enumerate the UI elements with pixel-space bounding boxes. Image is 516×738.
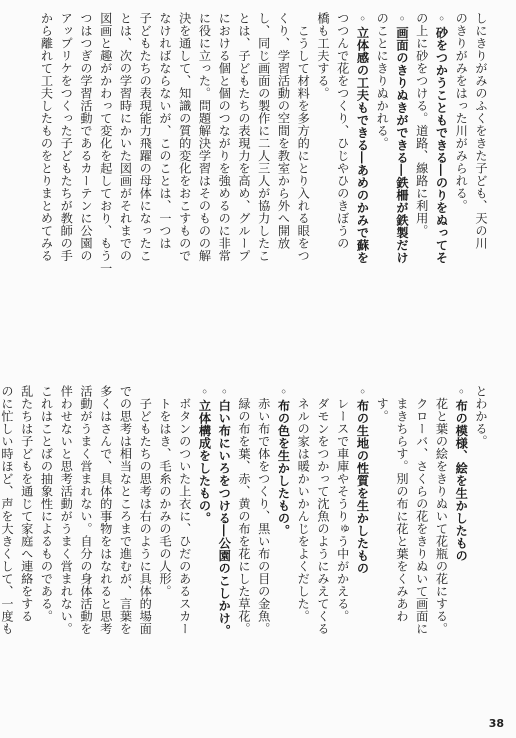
text-column: 子どもたちの表現能力飛躍の母体になったこ xyxy=(138,12,153,262)
text-column: アップリケをつくった子どもたちが教師の手 xyxy=(59,12,74,262)
text-column: なければならないが、このことは、一つは xyxy=(158,12,172,250)
text-column: し、同じ画面の製作に二人三人が協力したこ xyxy=(256,12,271,262)
text-column: から離れて工夫したものをとりまとめてみる xyxy=(39,12,54,262)
text-column: くり、学習活動の空間を教室から外へ開放 xyxy=(276,12,291,250)
text-column: ◦立体構成をしたもの。 xyxy=(197,385,212,525)
text-column: ◦白い布にいろをつける―公園のこしかけ。 xyxy=(217,385,232,637)
text-column: 決を通して、知識の質的変化をおこすもので xyxy=(177,12,192,262)
text-column: 緑の布を葉、赤、黄の布を花にした草花。 xyxy=(237,385,251,635)
text-column: まきちらす。別の布に花と葉をくみあわ xyxy=(395,385,409,623)
text-column: レースで車庫やそうりゅう中がかえる。 xyxy=(335,385,350,623)
text-column: トをはき、毛糸のかみの毛の人形。 xyxy=(158,385,172,598)
text-column: における個と個のつながりを強めるのに非常 xyxy=(217,12,232,262)
text-column: での思考は相当なところまで進むが、言葉を xyxy=(118,385,133,635)
text-column: 子どもたちの思考は右のように具体的場面 xyxy=(138,385,153,635)
text-column: ネルの家は暖かいかんじをよくだした。 xyxy=(296,385,311,623)
text-column: これはことばの抽象性によるものである。 xyxy=(39,385,54,623)
text-column: ◦立体感の工夫もできる―あめのかみで蘇を xyxy=(355,12,370,264)
text-column: 活動がうまく営まれない。自分の身体活動を xyxy=(79,385,93,635)
text-column: ◦砂をつかうこともできる―のりをぬってそ xyxy=(434,12,449,264)
text-column: のに忙しい時ほど、声を大きくして、一度も xyxy=(0,385,14,635)
text-column: に役に立った。問題解決学習はそのものの解 xyxy=(197,12,212,262)
text-column: のことにきりぬかれる。 xyxy=(375,12,390,150)
top-text-tier xyxy=(16,12,490,362)
text-column: つはつぎの学習活動であるカーテンに公園の xyxy=(79,12,93,262)
text-column: 花と葉の絵をきりぬいて花瓶の花にする。 xyxy=(434,385,449,635)
text-column: す。 xyxy=(375,385,390,423)
text-column: の上に砂をつける。道路、線路に利用。 xyxy=(414,12,429,237)
text-column: ◦画面のきりぬきができる―鉄柵が鉄製だけ xyxy=(395,12,409,264)
text-column: こうして材料を多方的にとり入れる眼をつ xyxy=(296,12,311,262)
text-column: のきりがみをはった川がみられる。 xyxy=(454,12,469,212)
text-column: ダモンをつかって沈魚のようにみえてくる xyxy=(316,385,330,635)
text-column: とは、次の学習時にかいた図画がそれまでの xyxy=(118,12,133,262)
bottom-text-tier xyxy=(0,385,490,723)
page-number: 38 xyxy=(488,717,504,730)
text-column: 伴わせないと思考活動がうまく営まれない。 xyxy=(59,385,74,635)
text-column: ◦布の色を生かしたもの。 xyxy=(276,385,291,537)
text-column: 図画と趣がかわって変化を起しており、もう一 xyxy=(98,12,113,275)
text-column: ◦布の生地の性質を生かしたもの xyxy=(355,385,370,575)
text-column: 多くはさんで、具体的事物をはなれると思考 xyxy=(98,385,113,635)
text-column: とわかる。 xyxy=(474,385,488,448)
text-column: 橋も工夫する。 xyxy=(316,12,330,100)
text-column: とは、子どもたちの表現力を高め、グループ xyxy=(237,12,251,262)
text-column: ◦布の模様、絵を生かしたもの xyxy=(454,385,469,562)
text-column: クローバ、さくらの花をきりぬいて画面に xyxy=(414,385,429,635)
text-column: しにきりがみのふくをきた子ども、天の川 xyxy=(474,12,488,250)
text-column: ボタンのついた上衣に、ひだのあるスカー xyxy=(177,385,192,635)
text-column: つつんで花をつくり、ひじやひのきぼうの xyxy=(335,12,350,250)
text-column: 乱たちは子どもを通じて家庭へ連絡をする xyxy=(19,385,34,623)
text-column: 赤い布で体をつくり、黒い布の目の金魚。 xyxy=(256,385,271,635)
